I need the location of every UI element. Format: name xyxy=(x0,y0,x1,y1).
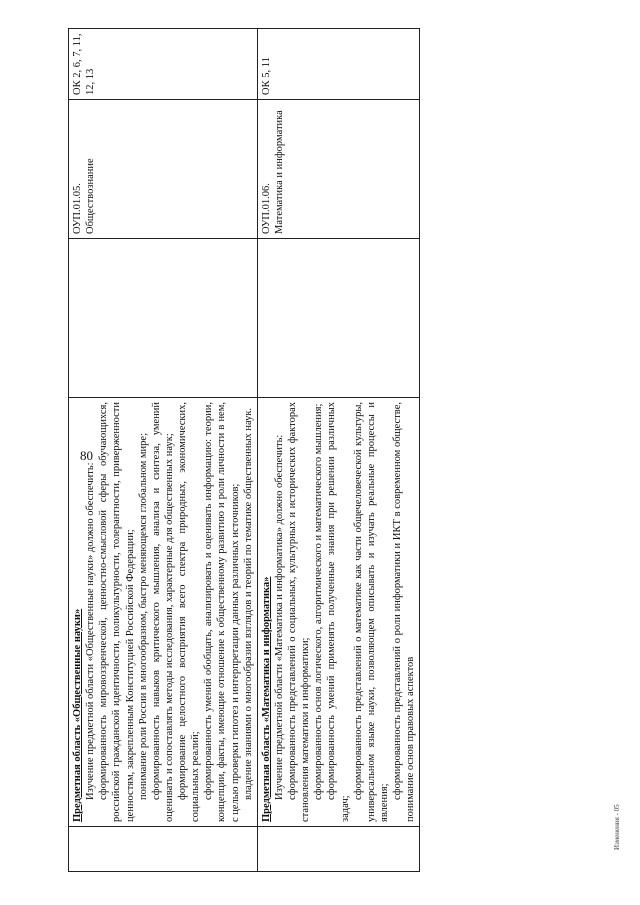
curriculum-table xyxy=(68,28,420,872)
subject-description-cell xyxy=(69,398,258,827)
description-paragraph: сформированность основ логического, алгоритмического и математического мышления; xyxy=(313,403,325,800)
description-paragraph: владение знаниями о многообразии взглядов и теорий по тематике общественных наук. xyxy=(242,407,254,800)
competencies-cell: ОК 2, 6, 7, 11, 12, 13 xyxy=(69,29,258,100)
empty-cell xyxy=(69,239,258,398)
description-paragraph: Изучение предметной области «Математика и информатика» должно обеспечить: xyxy=(273,434,285,800)
course-code: ОУП.01.05. xyxy=(72,183,83,234)
description-paragraph: сформированность представлений о роли информатики и ИКТ в современном обществе, понимание основ правовых аспектов xyxy=(392,402,417,822)
course-cell xyxy=(69,100,258,239)
course-code: ОУП.01.06. xyxy=(260,183,272,234)
course-name: Математика и информатика xyxy=(273,110,285,234)
description-paragraph: Изучение предметной области «Общественные науки» должно обеспечить: xyxy=(85,462,97,800)
rotated-table-area xyxy=(68,33,580,872)
subject-heading: Предметная область «Математика и информатика» xyxy=(260,576,272,822)
description-paragraph: сформированность навыков критического мышления, анализа и синтеза, умений оценивать и сопоставлять методы исследования, характерные для общественных наук; xyxy=(150,402,175,822)
description-paragraph: сформированность умений применять полученные знания при решении различных задач; xyxy=(326,402,351,822)
description-paragraph: формирование целостного восприятия всего спектра природных, экономических, социальных реалий; xyxy=(177,402,202,822)
course-name: Обществознание xyxy=(85,158,97,234)
subject-heading: Предметная область «Общественные науки» xyxy=(72,608,83,822)
description-paragraph: сформированность представлений о математике как части общечеловеческой культуры, универсальном языке науки, позволяющем описывать и изучать реальные процессы и явления; xyxy=(352,402,390,822)
description-paragraph: понимание роли России в многообразном, быстро меняющемся глобальном мире; xyxy=(137,432,149,800)
subject-description-cell xyxy=(257,398,420,827)
table-row xyxy=(257,29,420,872)
competencies-cell: ОК 5, 11 xyxy=(257,29,420,100)
table-row xyxy=(69,29,258,872)
empty-cell xyxy=(257,827,420,872)
empty-cell xyxy=(69,827,258,872)
course-cell xyxy=(257,100,420,239)
page-number: 80 xyxy=(80,448,93,463)
description-paragraph: сформированность мировоззренческой, ценностно-смысловой сферы обучающихся, российской гражданской идентичности, поликультурности, толерантности, приверженности ценностям, закрепленным Конституцией Российской Федерации; xyxy=(98,402,136,822)
description-paragraph: сформированность представлений о социальных, культурных и исторических факторах становления математики и информатики; xyxy=(287,402,312,822)
footer-note: Изменения - 05 xyxy=(613,804,621,850)
empty-cell xyxy=(257,239,420,398)
description-paragraph: сформированность умений обобщать, анализировать и оценивать информацию: теории, концепции, факты, имеющие отношение к общественному развитию и роли личности в нем, с целью проверки гипотез и интерпретации данных различных источников; xyxy=(203,402,241,822)
